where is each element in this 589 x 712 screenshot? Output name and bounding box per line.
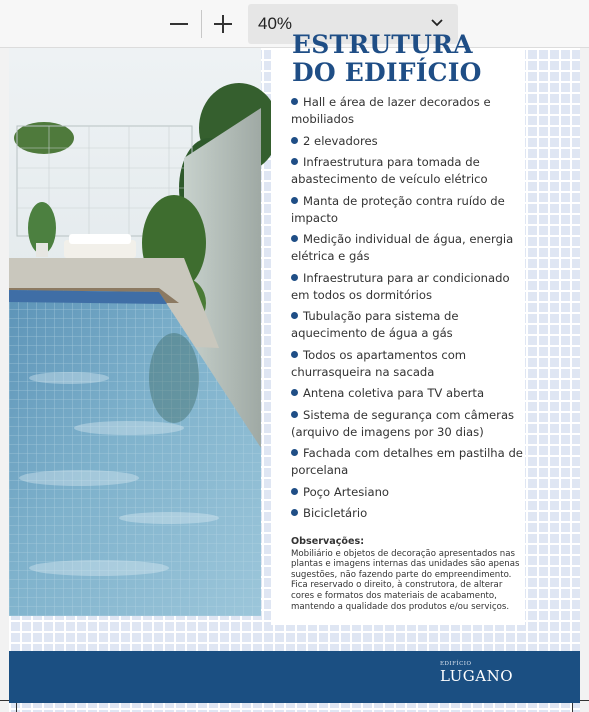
bullet-icon xyxy=(291,389,298,396)
list-item: Todos os apartamentos com churrasqueira na sacada xyxy=(291,347,467,379)
observations-title: Observações: xyxy=(291,536,365,547)
bullet-icon xyxy=(291,449,298,456)
zoom-level-value: 40% xyxy=(258,14,293,33)
toolbar-separator xyxy=(201,10,202,38)
bullet-icon xyxy=(291,488,298,495)
zoom-out-button[interactable] xyxy=(164,9,194,39)
list-item: Fachada com detalhes em pastilha de porcelana xyxy=(291,446,523,477)
list-item: Bicicletário xyxy=(291,505,523,522)
list-item: Hall e área de lazer decorados e mobiliados xyxy=(291,95,491,126)
bullet-icon xyxy=(291,98,298,105)
list-item: Poço Artesiano xyxy=(291,484,523,501)
brand-logo: LUGANO xyxy=(440,667,514,685)
list-item: Medição individual de água, energia elétrica e gás xyxy=(291,232,514,263)
crop-mark-left xyxy=(16,703,17,712)
bullet-icon xyxy=(291,411,298,418)
title-line-2: DO EDIFÍCIO xyxy=(292,58,482,87)
list-item: Sistema de segurança com câmeras (arquivo de imagens por 30 dias) xyxy=(291,407,515,439)
bullet-icon xyxy=(291,137,298,144)
brand-footer xyxy=(9,651,580,703)
list-item: 2 elevadores xyxy=(291,133,523,150)
list-item: Manta de proteção contra ruído de impacto xyxy=(291,193,505,225)
list-item: Infraestrutura para tomada de abastecimento de veículo elétrico xyxy=(291,155,488,186)
pool-photo xyxy=(9,48,261,616)
bullet-icon xyxy=(291,197,298,204)
list-item: Infraestrutura para ar condicionado em todos os dormitórios xyxy=(291,270,510,302)
crop-mark-bottom-left xyxy=(0,700,9,701)
observations-note xyxy=(291,537,521,612)
bullet-icon xyxy=(291,312,298,319)
features-panel xyxy=(271,30,525,625)
list-item: Tubulação para sistema de aquecimento de água a gás xyxy=(291,309,459,340)
bullet-icon xyxy=(291,274,298,281)
page-title xyxy=(292,31,482,87)
bullet-icon xyxy=(291,509,298,516)
document-page xyxy=(9,30,580,712)
chevron-down-icon xyxy=(430,16,444,30)
title-line-1: ESTRUTURA xyxy=(292,30,473,59)
crop-mark-bottom-right xyxy=(580,700,589,701)
feature-list xyxy=(291,94,523,527)
list-item: Antena coletiva para TV aberta xyxy=(291,385,523,402)
plus-icon xyxy=(213,14,233,34)
brand-subtitle: EDIFÍCIO xyxy=(440,661,472,667)
bullet-icon xyxy=(291,158,298,165)
observations-text: Mobiliário e objetos de decoração apresentados nas plantas e imagens internas das unidades são apenas sugestões, não fazendo parte do empreendimento. Fica reservado o direito, à construtora, de alterar cores e formatos dos materiais de acabamento, mantendo a qualidade dos produtos e/ou serviços. xyxy=(291,548,520,612)
bullet-icon xyxy=(291,351,298,358)
crop-mark-right xyxy=(572,703,573,712)
bullet-icon xyxy=(291,235,298,242)
minus-icon xyxy=(169,14,189,34)
zoom-in-button[interactable] xyxy=(208,9,238,39)
